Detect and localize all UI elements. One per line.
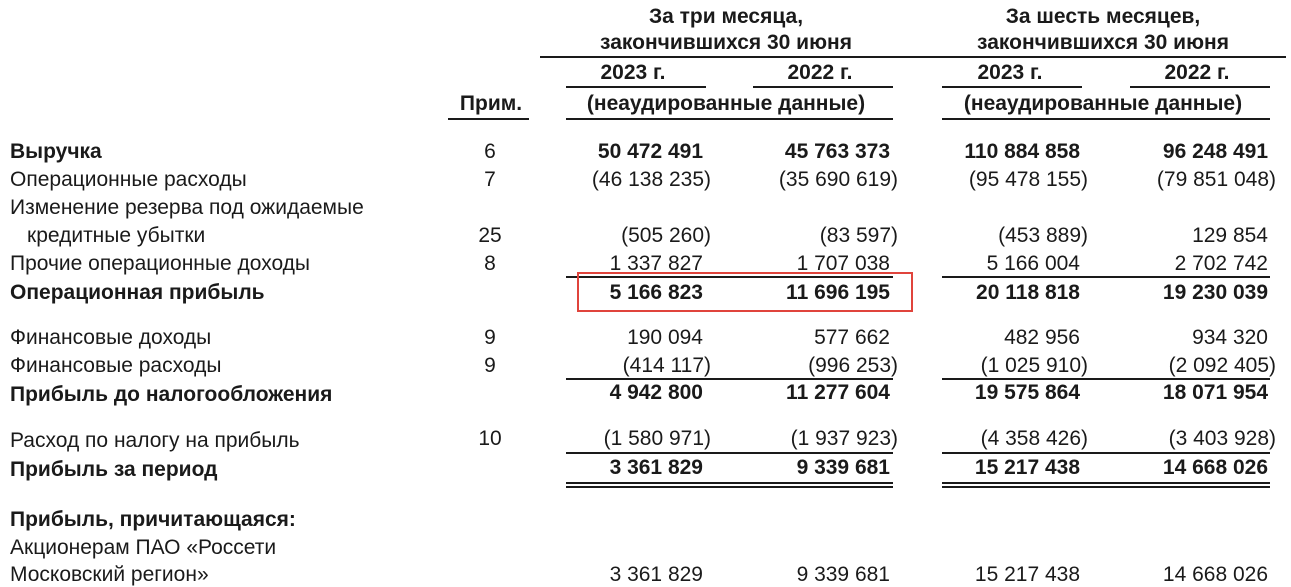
row-label-continuation: Московский регион» (10, 563, 209, 586)
cell-h2022: 19 230 039 (1162, 281, 1268, 304)
row-label: Прибыль за период (10, 458, 218, 481)
cell-h2023: (1 025 910) (980, 354, 1088, 377)
cell-q2022: 11 277 604 (786, 381, 890, 404)
unaudited-underline-q (566, 118, 893, 120)
cell-q2022: (35 690 619) (778, 168, 898, 191)
cell-q2022: (83 597) (819, 224, 898, 247)
subtotal-rule-q (566, 452, 893, 454)
row-label: Финансовые расходы (10, 354, 222, 377)
cell-h2023: 19 575 864 (974, 381, 1080, 404)
cell-q2022: 9 339 681 (796, 563, 890, 586)
cell-q2023: (505 260) (621, 224, 711, 247)
cell-q2022: 577 662 (814, 326, 890, 349)
row-note: 6 (484, 140, 496, 163)
col-q2023-year: 2023 г. (600, 61, 666, 84)
unaudited-underline-h (942, 118, 1270, 120)
row-label: Акционерам ПАО «Россети (10, 536, 277, 559)
cell-q2023: 1 337 827 (609, 252, 703, 275)
cell-q2023: 4 942 800 (609, 381, 703, 404)
cell-q2023: 190 094 (627, 326, 703, 349)
row-label: Финансовые доходы (10, 326, 212, 349)
note-header-underline (448, 118, 529, 120)
cell-q2022: 11 696 195 (786, 281, 890, 304)
row-label: Изменение резерва под ожидаемые (10, 196, 364, 219)
cell-h2022: 934 320 (1192, 326, 1268, 349)
highlight-box (577, 272, 913, 312)
cell-q2022: 45 763 373 (784, 140, 890, 163)
unaudited-label-q: (неаудированные данные) (586, 92, 866, 115)
row-note: 7 (484, 168, 496, 191)
row-label: Прибыль до налогообложения (10, 383, 333, 406)
cell-q2022: (996 253) (808, 354, 898, 377)
cell-h2022: 129 854 (1192, 224, 1268, 247)
row-label: Операционные расходы (10, 168, 247, 191)
cell-h2023: (4 358 426) (980, 427, 1088, 450)
header-group2-line2: закончившихся 30 июня (977, 31, 1229, 54)
col-q2022-year: 2022 г. (787, 61, 853, 84)
total-rule-h (942, 482, 1270, 484)
total-double-rule-q (566, 486, 893, 488)
row-label-continuation: кредитные убытки (27, 224, 206, 247)
cell-h2022: 14 668 026 (1162, 456, 1268, 479)
header-group2-line1: За шесть месяцев, (1005, 5, 1201, 28)
row-note: 8 (484, 252, 496, 275)
cell-h2023: 15 217 438 (974, 563, 1080, 586)
row-label: Операционная прибыль (10, 281, 265, 304)
col-h2022-year: 2022 г. (1164, 61, 1230, 84)
subtotal-rule-h (942, 452, 1270, 454)
subtotal-rule-h (942, 276, 1270, 278)
year-underline-q2023 (566, 86, 706, 88)
cell-h2023: 20 118 818 (976, 281, 1080, 304)
cell-q2023: 3 361 829 (609, 563, 703, 586)
cell-h2023: 110 884 858 (964, 140, 1080, 163)
section-heading: Прибыль, причитающаяся: (10, 508, 296, 531)
year-underline-h2022 (1130, 86, 1270, 88)
cell-q2023: (46 138 235) (591, 168, 711, 191)
col-h2023-year: 2023 г. (977, 61, 1043, 84)
row-label: Выручка (10, 140, 102, 163)
row-note: 9 (484, 354, 496, 377)
row-note: 10 (478, 427, 502, 450)
cell-h2022: 14 668 026 (1162, 563, 1268, 586)
cell-h2023: 5 166 004 (986, 252, 1080, 275)
cell-q2022: 9 339 681 (796, 456, 890, 479)
cell-q2023: 3 361 829 (609, 456, 703, 479)
row-label: Прочие операционные доходы (10, 252, 311, 275)
cell-h2022: (3 403 928) (1168, 427, 1276, 450)
year-underline-h2023 (942, 86, 1082, 88)
header-rule (540, 56, 1286, 58)
subtotal-rule-q (566, 378, 893, 380)
cell-h2022: 2 702 742 (1174, 252, 1268, 275)
cell-q2023: 5 166 823 (609, 281, 703, 304)
row-label: Расход по налогу на прибыль (10, 429, 300, 452)
cell-q2023: (414 117) (622, 354, 711, 377)
cell-h2022: 18 071 954 (1162, 381, 1268, 404)
cell-h2023: 482 956 (1004, 326, 1080, 349)
row-note: 9 (484, 326, 496, 349)
cell-q2023: 50 472 491 (597, 140, 703, 163)
subtotal-rule-h (942, 378, 1270, 380)
total-rule-q (566, 482, 893, 484)
cell-h2023: (95 478 155) (968, 168, 1088, 191)
note-column-header: Прим. (459, 92, 523, 115)
year-underline-q2022 (753, 86, 893, 88)
total-double-rule-h (942, 486, 1270, 488)
row-note: 25 (478, 224, 502, 247)
cell-h2023: 15 217 438 (974, 456, 1080, 479)
cell-h2023: (453 889) (998, 224, 1088, 247)
cell-h2022: (2 092 405) (1168, 354, 1276, 377)
header-group1-line2: закончившихся 30 июня (600, 31, 852, 54)
cell-q2022: 1 707 038 (796, 252, 890, 275)
cell-h2022: 96 248 491 (1162, 140, 1268, 163)
cell-q2022: (1 937 923) (790, 427, 898, 450)
cell-q2023: (1 580 971) (603, 427, 711, 450)
header-group1-line1: За три месяца, (648, 5, 804, 28)
cell-h2022: (79 851 048) (1156, 168, 1276, 191)
unaudited-label-h: (неаудированные данные) (963, 92, 1243, 115)
